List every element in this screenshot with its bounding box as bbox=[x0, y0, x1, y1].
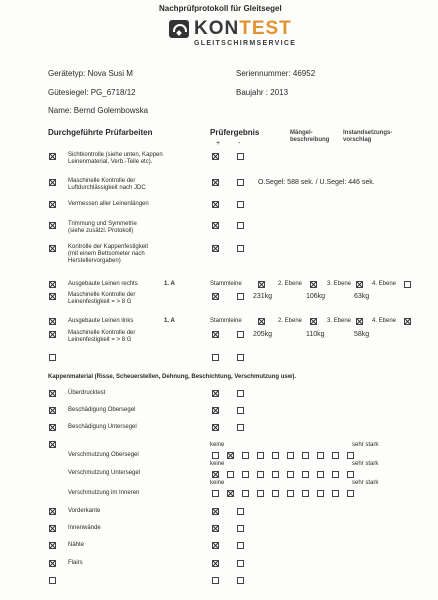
minus-checkbox[interactable] bbox=[237, 201, 244, 208]
minus-checkbox[interactable] bbox=[237, 560, 244, 567]
scale-step-checkbox[interactable] bbox=[332, 490, 339, 497]
geraetetyp: Gerätetyp: Nova Susi M bbox=[48, 69, 133, 78]
minus-checkbox[interactable] bbox=[237, 153, 244, 160]
plus-checkbox[interactable] bbox=[212, 331, 219, 338]
minus-checkbox[interactable] bbox=[237, 293, 244, 300]
row-checkbox[interactable] bbox=[49, 318, 56, 325]
minus-checkbox[interactable] bbox=[237, 245, 244, 252]
scale-keine: keine bbox=[210, 461, 225, 467]
ebene4-label: 4. Ebene bbox=[372, 281, 397, 287]
kappen-label: Vorderkante bbox=[68, 508, 101, 514]
scale-step-checkbox[interactable] bbox=[302, 471, 309, 478]
scale-step-checkbox[interactable] bbox=[287, 490, 294, 497]
logo-subtitle: GLEITSCHIRMSERVICE bbox=[194, 40, 297, 47]
value-ebene3: 58kg bbox=[354, 331, 370, 338]
ebene3-label: 3. Ebene bbox=[327, 318, 352, 324]
scale-step-checkbox[interactable] bbox=[332, 452, 339, 459]
minus-checkbox[interactable] bbox=[237, 508, 244, 515]
lines-left-num: 1. A bbox=[164, 318, 175, 324]
lines-left-label: Ausgebaute Leinen links bbox=[68, 318, 134, 324]
row-checkbox[interactable] bbox=[49, 508, 56, 515]
minus-checkbox[interactable] bbox=[237, 542, 244, 549]
plus-checkbox[interactable] bbox=[212, 407, 219, 414]
minus-checkbox[interactable] bbox=[237, 222, 244, 229]
scale-step-checkbox[interactable] bbox=[242, 471, 249, 478]
lines-right-mlabel: Maschinelle Kontrolle der Leinenfestigkeit = > 8 G bbox=[68, 292, 136, 305]
minus-checkbox[interactable] bbox=[237, 354, 244, 361]
scale-step-checkbox[interactable] bbox=[212, 452, 219, 459]
plus-checkbox[interactable] bbox=[212, 542, 219, 549]
lines-left-mlabel: Maschinelle Kontrolle der Leinenfestigkeit = > 8 G bbox=[68, 330, 136, 343]
kappen-title: Kappenmaterial (Risse, Scheuerstellen, Dehnung, Beschichtung, Verschmutzung usw). bbox=[48, 374, 297, 380]
scale-step-checkbox[interactable] bbox=[347, 452, 354, 459]
check-label: Sichtkontrolle (siehe unten, Kappen Leinenmaterial, Verb.-Teile etc). bbox=[68, 152, 163, 165]
plus-checkbox[interactable] bbox=[212, 577, 219, 584]
value-stamm: 205kg bbox=[253, 331, 273, 338]
row-checkbox[interactable] bbox=[49, 525, 56, 532]
kappen-label: Innenwände bbox=[68, 525, 101, 531]
plus-checkbox[interactable] bbox=[212, 354, 219, 361]
scale-step-checkbox[interactable] bbox=[317, 471, 324, 478]
minus-checkbox[interactable] bbox=[237, 390, 244, 397]
document-title: Nachprüfprotokoll für Gleitsegel bbox=[159, 4, 282, 13]
scale-label: Verschmutzung Untersegel bbox=[68, 470, 141, 476]
plus-checkbox[interactable] bbox=[212, 424, 219, 431]
plus-checkbox[interactable] bbox=[212, 179, 219, 186]
scale-label: Verschmutzung Obersegel bbox=[68, 452, 139, 458]
plus-checkbox[interactable] bbox=[212, 293, 219, 300]
scale-step-checkbox[interactable] bbox=[302, 452, 309, 459]
check-label: Kontrolle der Kappenfestigkeit (mit einem Bettsometer nach Herstellervorgaben) bbox=[68, 244, 149, 264]
scale-step-checkbox[interactable] bbox=[272, 471, 279, 478]
col-instandsetzung: Instandsetzungs- vorschlag bbox=[343, 130, 393, 143]
row-checkbox[interactable] bbox=[49, 441, 56, 448]
plus-checkbox[interactable] bbox=[212, 153, 219, 160]
minus-checkbox[interactable] bbox=[237, 424, 244, 431]
scale-keine: keine bbox=[210, 442, 225, 448]
row-checkbox[interactable] bbox=[49, 245, 56, 252]
value-stamm: 231kg bbox=[253, 293, 273, 300]
check-label: Vermessen aller Leinenlängen bbox=[68, 201, 149, 207]
col-maengel: Mängel- beschreibung bbox=[290, 130, 330, 143]
col-plus: + bbox=[216, 140, 221, 147]
scale-sehr-stark: sehr stark bbox=[352, 461, 379, 467]
ebene3-label: 3. Ebene bbox=[327, 281, 352, 287]
empty-row-checkbox[interactable] bbox=[49, 354, 56, 361]
row-checkbox[interactable] bbox=[49, 281, 56, 288]
row-checkbox[interactable] bbox=[49, 424, 56, 431]
plus-checkbox[interactable] bbox=[212, 560, 219, 567]
ebene2-checkbox[interactable] bbox=[310, 281, 317, 288]
stammleine-checkbox[interactable] bbox=[258, 281, 265, 288]
ebene3-checkbox[interactable] bbox=[356, 318, 363, 325]
row-checkbox[interactable] bbox=[49, 179, 56, 186]
logo-text-kon: KON bbox=[194, 18, 240, 39]
col-pruefergebnis: Prüfergebnis bbox=[210, 128, 260, 137]
lines-right-num: 1. A bbox=[164, 281, 175, 287]
ebene2-label: 2. Ebene bbox=[278, 281, 303, 287]
paraglider-logo-icon bbox=[169, 20, 189, 38]
row-checkbox[interactable] bbox=[49, 577, 56, 584]
stammleine-checkbox[interactable] bbox=[258, 318, 265, 325]
guetesiegel: Gütesiegel: PG_6718/12 bbox=[48, 88, 136, 97]
ebene2-checkbox[interactable] bbox=[310, 318, 317, 325]
plus-checkbox[interactable] bbox=[212, 222, 219, 229]
scale-step-checkbox[interactable] bbox=[212, 471, 219, 478]
scale-step-checkbox[interactable] bbox=[347, 490, 354, 497]
stammleine-label: Stammleine bbox=[210, 281, 242, 287]
row-checkbox[interactable] bbox=[49, 542, 56, 549]
ebene3-checkbox[interactable] bbox=[356, 281, 363, 288]
scale-keine: keine bbox=[210, 480, 225, 486]
check-label: Maschinelle Kontrolle der Luftdurchlässigkeit nach JDC bbox=[68, 178, 146, 191]
row-checkbox[interactable] bbox=[49, 153, 56, 160]
col-pruefarbeiten: Durchgeführte Prüfarbeiten bbox=[48, 128, 153, 137]
lines-right-label: Ausgebaute Leinen rechts bbox=[68, 281, 138, 287]
col-minus: - bbox=[238, 140, 241, 147]
scale-step-checkbox[interactable] bbox=[257, 452, 264, 459]
row-checkbox[interactable] bbox=[49, 222, 56, 229]
ebene4-checkbox[interactable] bbox=[404, 281, 411, 288]
plus-checkbox[interactable] bbox=[212, 508, 219, 515]
row-checkbox[interactable] bbox=[49, 331, 56, 338]
kappen-label: Nähte bbox=[68, 542, 85, 548]
scale-step-checkbox[interactable] bbox=[272, 452, 279, 459]
scale-step-checkbox[interactable] bbox=[332, 471, 339, 478]
scale-sehr-stark: sehr stark bbox=[352, 442, 379, 448]
scale-step-checkbox[interactable] bbox=[227, 452, 234, 459]
row-checkbox[interactable] bbox=[49, 390, 56, 397]
plus-checkbox[interactable] bbox=[212, 245, 219, 252]
logo-text-test: TEST bbox=[239, 18, 292, 39]
value-ebene2: 110kg bbox=[306, 331, 325, 338]
row-checkbox[interactable] bbox=[49, 560, 56, 567]
scale-step-checkbox[interactable] bbox=[347, 471, 354, 478]
scale-step-checkbox[interactable] bbox=[287, 452, 294, 459]
scale-step-checkbox[interactable] bbox=[242, 490, 249, 497]
kappen-label: Beschädigung Obersegel bbox=[68, 407, 136, 413]
seriennummer: Seriennummer: 46952 bbox=[236, 69, 316, 78]
row-checkbox[interactable] bbox=[49, 201, 56, 208]
row-checkbox[interactable] bbox=[49, 293, 56, 300]
value-ebene3: 63kg bbox=[354, 293, 370, 300]
scale-step-checkbox[interactable] bbox=[287, 471, 294, 478]
check-note: O.Segel: 588 sek. / U.Segel: 446 sek. bbox=[258, 179, 375, 186]
scale-step-checkbox[interactable] bbox=[212, 490, 219, 497]
kappen-label: Flairs bbox=[68, 560, 83, 566]
pilot-name: Name: Bernd Golembowska bbox=[48, 106, 149, 115]
scale-sehr-stark: sehr stark bbox=[352, 480, 379, 486]
scale-label: Verschmutzung im Inneren bbox=[68, 490, 140, 496]
ebene4-checkbox[interactable] bbox=[404, 318, 411, 325]
scale-step-checkbox[interactable] bbox=[317, 452, 324, 459]
plus-checkbox[interactable] bbox=[212, 525, 219, 532]
plus-checkbox[interactable] bbox=[212, 201, 219, 208]
scale-step-checkbox[interactable] bbox=[227, 471, 234, 478]
minus-checkbox[interactable] bbox=[237, 407, 244, 414]
kappen-label: Überdrucktest bbox=[68, 390, 106, 396]
scale-step-checkbox[interactable] bbox=[242, 452, 249, 459]
minus-checkbox[interactable] bbox=[237, 179, 244, 186]
scale-step-checkbox[interactable] bbox=[317, 490, 324, 497]
scale-step-checkbox[interactable] bbox=[272, 490, 279, 497]
minus-checkbox[interactable] bbox=[237, 331, 244, 338]
plus-checkbox[interactable] bbox=[212, 390, 219, 397]
scale-step-checkbox[interactable] bbox=[257, 490, 264, 497]
check-label: Trimmung und Symmetrie (siehe zusätzl. Protokoll) bbox=[68, 221, 137, 234]
row-checkbox[interactable] bbox=[49, 407, 56, 414]
scale-step-checkbox[interactable] bbox=[227, 490, 234, 497]
ebene4-label: 4. Ebene bbox=[372, 318, 397, 324]
kappen-label: Beschädigung Untersegel bbox=[68, 424, 137, 430]
value-ebene2: 106kg bbox=[306, 293, 326, 300]
scale-step-checkbox[interactable] bbox=[257, 471, 264, 478]
minus-checkbox[interactable] bbox=[237, 525, 244, 532]
scale-step-checkbox[interactable] bbox=[302, 490, 309, 497]
baujahr: Baujahr : 2013 bbox=[236, 88, 289, 97]
stammleine-label: Stammleine bbox=[210, 318, 242, 324]
ebene2-label: 2. Ebene bbox=[278, 318, 303, 324]
minus-checkbox[interactable] bbox=[237, 577, 244, 584]
